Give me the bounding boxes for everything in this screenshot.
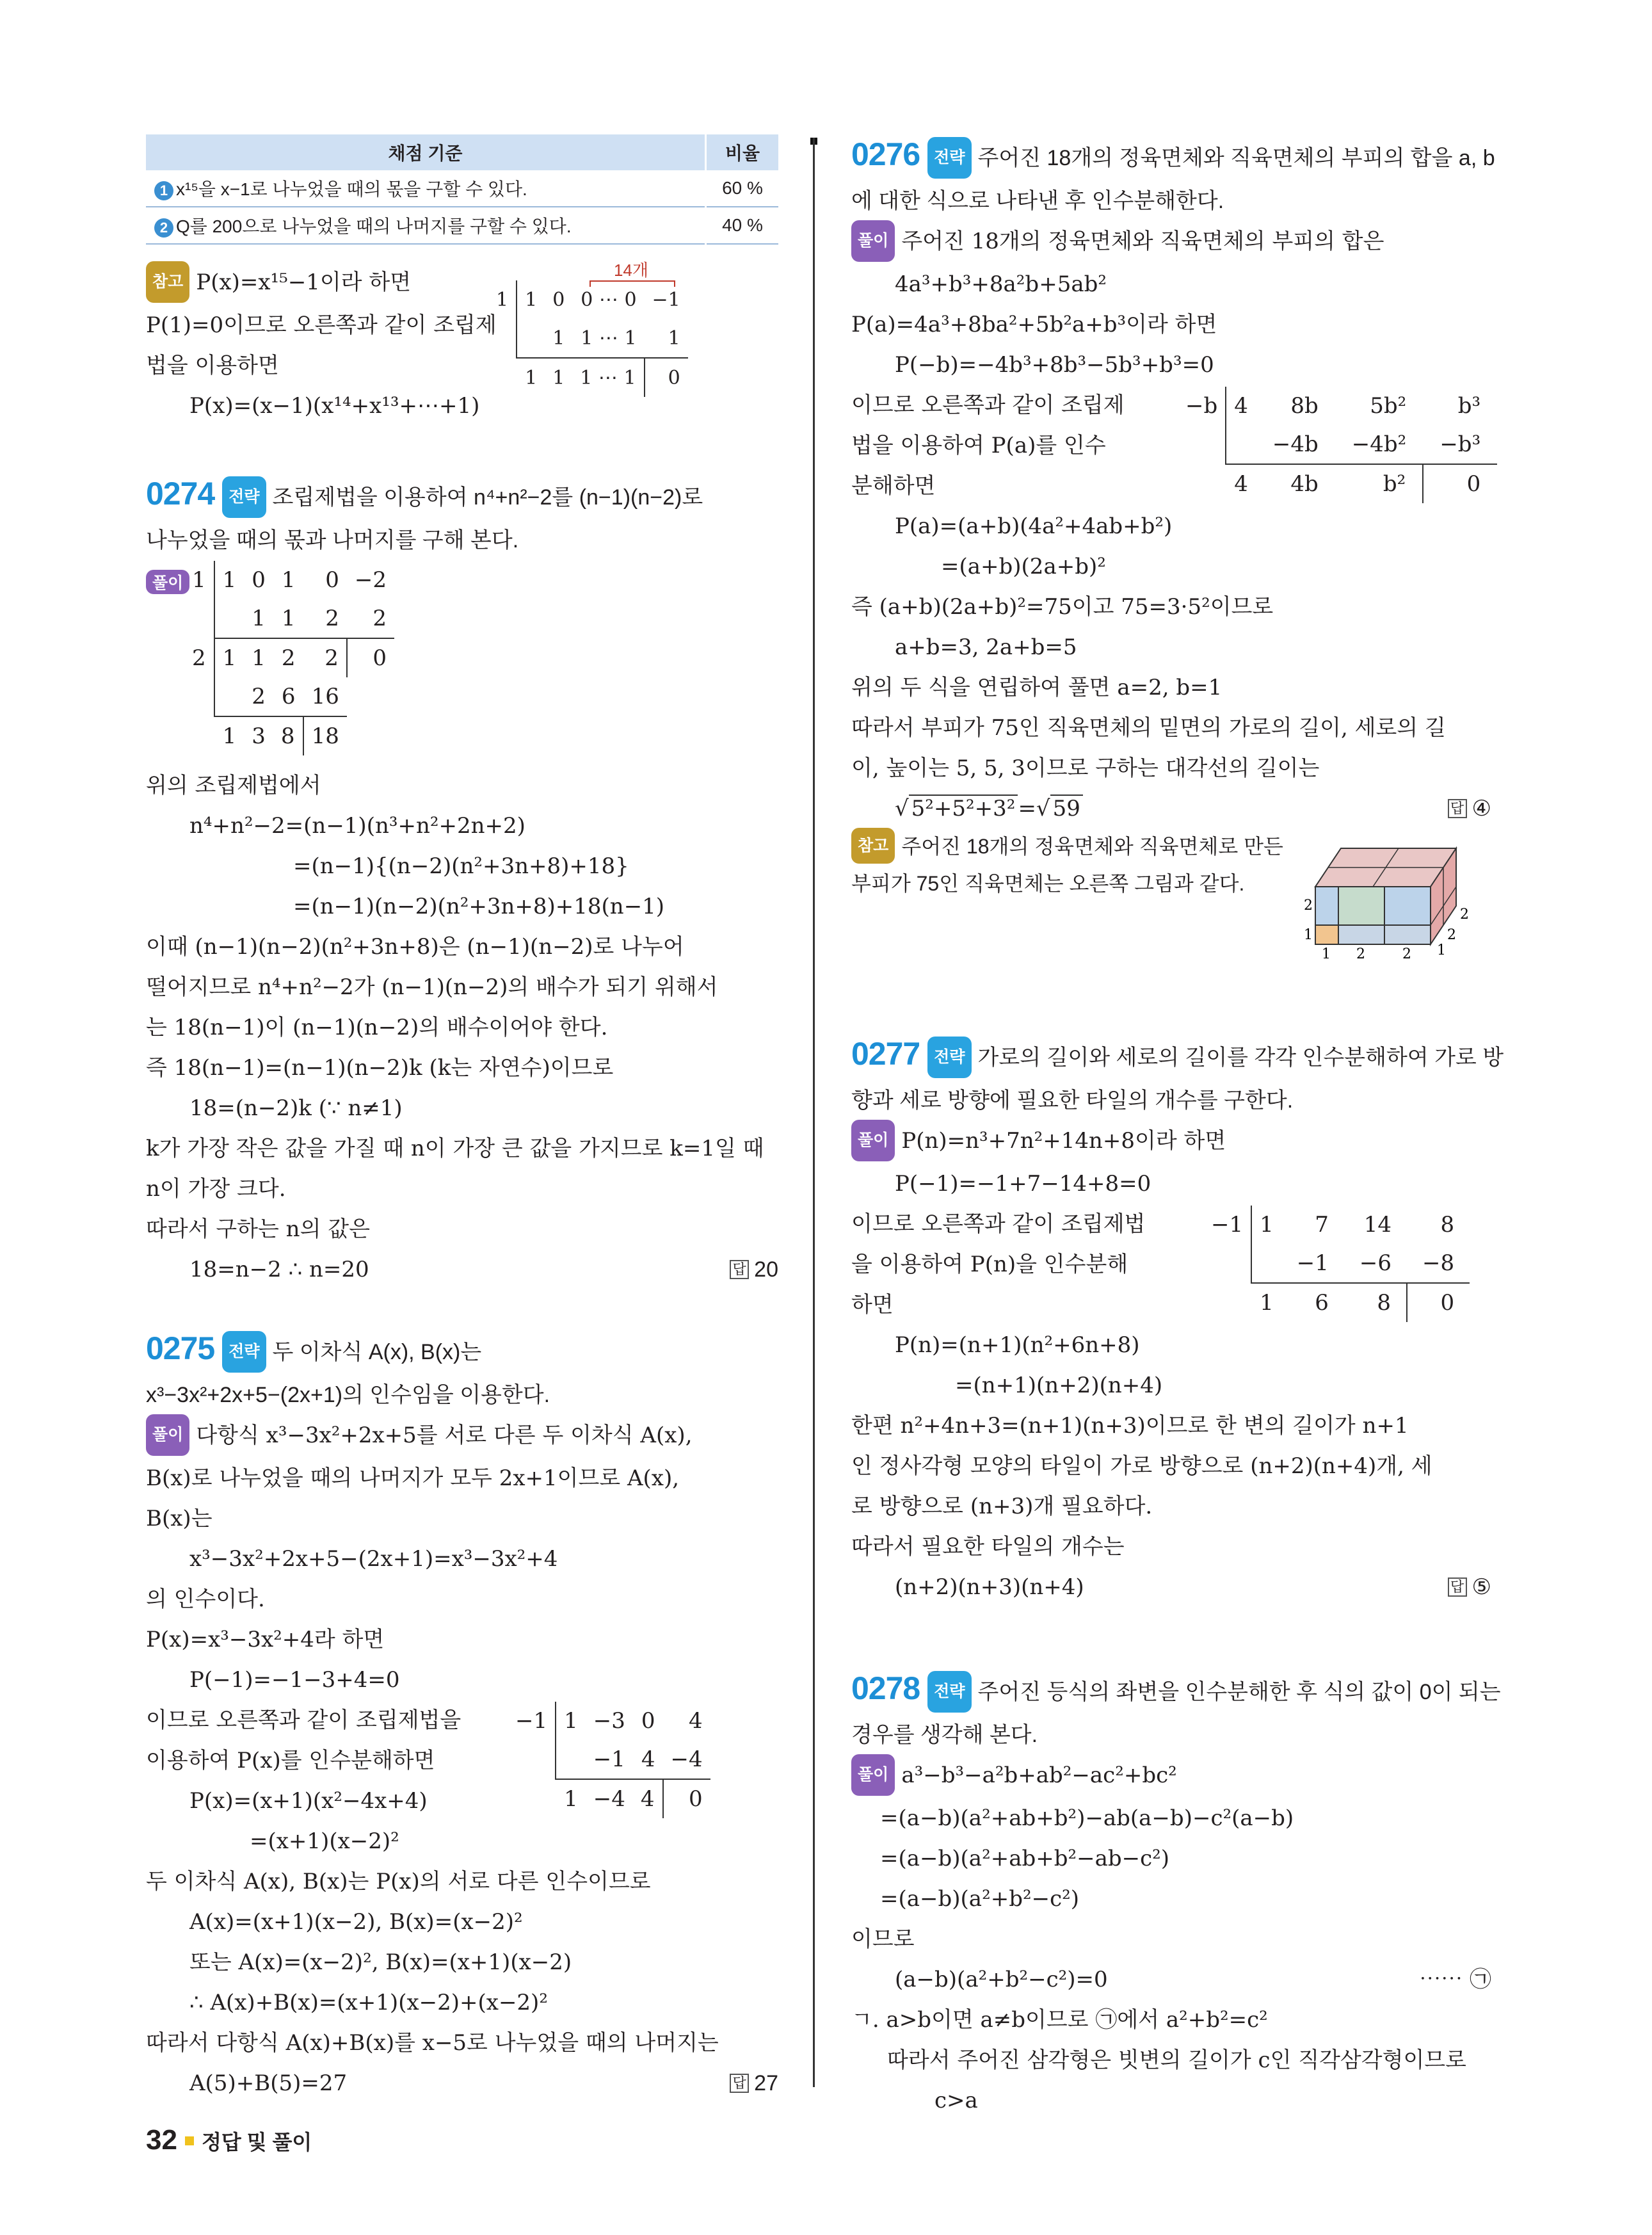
problem-0278 (851, 1668, 1501, 2121)
sd-cell: 8 (1344, 1283, 1407, 1322)
answer-value: 27 (754, 2071, 778, 2095)
solution-line: 주어진 18개의 정육면체와 직육면체의 부피의 합은 (901, 229, 1384, 254)
problem-0275 (146, 1328, 778, 2104)
sd-remainder: 0 (1407, 1283, 1470, 1322)
sd-cell: −4b (1272, 432, 1319, 457)
solution-line: B(x)로 나누었을 때의 나머지가 모두 2x+1이므로 A(x), (146, 1465, 680, 1491)
sd-cell: −4 (586, 1779, 633, 1818)
solution-line: 이때 (n−1)(n−2)(n²+3n+8)은 (n−1)(n−2)로 나누어 (146, 934, 684, 960)
sd-cell: 1 (1251, 1206, 1281, 1244)
answer-value: ④ (1472, 796, 1491, 821)
strategy-line: 조립제법을 이용하여 n⁴+n²−2를 (n−1)(n−2)로 (272, 485, 703, 510)
sd-cell: 7 (1315, 1212, 1329, 1238)
strategy-line: 가로의 길이와 세로의 길이를 각각 인수분해하여 가로 방 (977, 1045, 1504, 1070)
sqrt-result: 59 (1050, 795, 1083, 821)
problem-0276 (851, 134, 1495, 976)
solution-line: =(x+1)(x−2)² (250, 1828, 399, 1854)
solution-line: 의 인수이다. (146, 1586, 265, 1612)
strategy-tag: 전략 (927, 1037, 971, 1078)
sqrt-expression: √ 5²+5²+3² =√ 59 (895, 795, 1083, 821)
sd-cell: 4 (1226, 387, 1256, 425)
criteria-text: x¹⁵을 x−1로 나누었을 때의 몫을 구할 수 있다. (176, 179, 527, 199)
solution-line: A(x)=(x+1)(x−2), B(x)=(x−2)² (189, 1909, 523, 1935)
solution-line: 18=(n−2)k (∵ n≠1) (189, 1095, 403, 1121)
solution-line: 따라서 필요한 타일의 개수는 (851, 1534, 1125, 1560)
solution-tag: 풀이 (851, 1754, 895, 1796)
strategy-tag: 전략 (222, 1331, 266, 1373)
figure-label: 2 (1447, 927, 1456, 943)
solution-line: 따라서 부피가 75인 직육면체의 밑면의 가로의 길이, 세로의 길 (851, 715, 1446, 741)
problem-number: 0277 (851, 1036, 920, 1072)
solution-line: P(a)=(a+b)(4a²+4ab+b²) (895, 513, 1173, 539)
criteria-row (146, 207, 778, 244)
solution-line: 따라서 구하는 n의 값은 (146, 1216, 370, 1242)
figure-label: 2 (1460, 907, 1469, 923)
sd-cell: 0 (325, 567, 339, 593)
footer-marker (185, 2136, 194, 2145)
solution-line: c>a (934, 2088, 978, 2113)
strategy-line: 주어진 등식의 좌변을 인수분해한 후 식의 값이 0이 되는 (977, 1680, 1501, 1704)
solution-line: =(a−b)(a²+ab+b²)−ab(a−b)−c²(a−b) (880, 1805, 1294, 1831)
sd-cell: 1 ⋯ 1 (581, 327, 637, 350)
criteria-text: Q를 200으로 나누었을 때의 나머지를 구할 수 있다. (176, 216, 572, 236)
sd-cell: b³ (1457, 393, 1481, 419)
cuboid-figure (1303, 829, 1479, 964)
sd-cell: 6 (1281, 1283, 1344, 1322)
sd-root: 1 (496, 288, 509, 311)
sd-remainder: 0 (663, 1779, 710, 1818)
sd-cell: 8 (273, 716, 303, 755)
sd-remainder: 0 (1423, 464, 1497, 503)
criteria-rate: 60 % (706, 170, 779, 207)
solution-line: P(x)=x³−3x²+4라 하면 (146, 1627, 385, 1652)
sd-root: −1 (1211, 1212, 1244, 1238)
answer-icon: 답 (1448, 1577, 1467, 1597)
problem-number: 0276 (851, 136, 920, 172)
strategy-line: 두 이차식 A(x), B(x)는 (272, 1340, 482, 1364)
solution-line: 을 이용하여 P(n)을 인수분해 (851, 1252, 1128, 1277)
strategy-line: 경우를 생각해 본다. (851, 1723, 1038, 1747)
problem-0274 (146, 474, 778, 1290)
solution-line: (n+2)(n+3)(n+4) (895, 1574, 1084, 1600)
sd-cell: −3 (593, 1708, 625, 1734)
solution-line: A(5)+B(5)=27 (189, 2070, 348, 2096)
solution-line: 위의 조립제법에서 (146, 773, 321, 798)
solution-line: 즉 (a+b)(2a+b)²=75이고 75=3·5²이므로 (851, 594, 1274, 620)
solution-line: =(n−1){(n−2)(n²+3n+8)+18} (293, 853, 629, 879)
sd-cell: 1 (281, 606, 296, 631)
sd-cell: 5b² (1370, 393, 1407, 419)
figure-label: 1 (1322, 946, 1331, 962)
sd-cell: 1 (1251, 1283, 1281, 1322)
solution-line: P(−b)=−4b³+8b³−5b³+b³=0 (895, 352, 1214, 378)
scoring-criteria-table (146, 134, 778, 245)
solution-line: a³−b³−a²b+ab²−ac²+bc² (901, 1763, 1177, 1788)
sd-cell: 4 (641, 1747, 655, 1772)
solution-line: P(−1)=−1+7−14+8=0 (895, 1171, 1151, 1197)
solution-line: 이므로 오른쪽과 같이 조립제법을 (146, 1707, 461, 1733)
sd-remainder: 18 (303, 716, 347, 755)
sd-cell: 16 (311, 684, 339, 709)
sqrt-radicand: 5²+5²+3² (909, 795, 1018, 821)
brace-label: 14개 (613, 261, 649, 280)
solution-line: =(a−b)(a²+b²−c²) (880, 1886, 1080, 1912)
sd-cell: 0 ⋯ 0 (581, 288, 637, 311)
solution-line: 인 정사각형 모양의 타일이 가로 방향으로 (n+2)(n+4)개, 세 (851, 1453, 1432, 1479)
solution-line: 떨어지므로 n⁴+n²−2가 (n−1)(n−2)의 배수가 되기 위해서 (146, 974, 718, 1000)
solution-line: 다항식 x³−3x²+2x+5를 서로 다른 두 이차식 A(x), (196, 1423, 693, 1448)
sd-cell: 1 (244, 638, 273, 677)
solution-line: 법을 이용하여 P(a)를 인수 (851, 433, 1106, 458)
solution-line: 따라서 주어진 삼각형은 빗변의 길이가 c인 직각삼각형이므로 (887, 2047, 1466, 2073)
figure-label: 2 (1304, 898, 1313, 914)
solution-line: B(x)는 (146, 1506, 213, 1531)
solution-line: 하면 (851, 1292, 894, 1318)
solution-line: =(n+1)(n+2)(n+4) (955, 1373, 1163, 1398)
sd-cell: 4 (1226, 464, 1256, 503)
sd-remainder: 0 (645, 358, 688, 397)
sd-cell: 1 (556, 1702, 586, 1740)
sd-cell: 0 (552, 288, 565, 311)
strategy-line: 에 대한 식으로 나타낸 후 인수분해한다. (851, 189, 1224, 213)
note-tag: 참고 (146, 261, 189, 303)
sd-cell: 0 (641, 1708, 655, 1734)
sd-cell: 1 (214, 716, 245, 755)
solution-tag: 풀이 (851, 1120, 895, 1161)
sd-cell: −4b² (1351, 432, 1407, 457)
solution-line: =(a−b)(a²+ab+b²−ab−c²) (880, 1846, 1170, 1871)
solution-line: P(n)=(n+1)(n²+6n+8) (895, 1332, 1140, 1358)
note-block (146, 262, 778, 429)
solution-line: P(n)=n³+7n²+14n+8이라 하면 (901, 1128, 1226, 1154)
synthetic-division (184, 561, 394, 755)
answer (730, 1250, 778, 1290)
synthetic-division (1178, 387, 1497, 503)
solution-line: ㄱ. a>b이면 a≠b이므로 ㉠에서 a²+b²=c² (851, 2007, 1268, 2033)
sd-cell: 2 (273, 638, 303, 677)
note-line: 주어진 18개의 정육면체와 직육면체로 만든 (901, 835, 1283, 858)
figure-label: 1 (1304, 927, 1313, 943)
strategy-line: 주어진 18개의 정육면체와 직육면체의 부피의 합을 a, b (977, 146, 1495, 170)
sd-cell: 2 (373, 606, 387, 631)
solution-line: k가 가장 작은 값을 가질 때 n이 가장 큰 값을 가지므로 k=1일 때 (146, 1136, 764, 1161)
page-footer (146, 2124, 312, 2156)
criteria-row (146, 170, 778, 207)
sd-cell: 14 (1363, 1212, 1392, 1238)
solution-line: 또는 A(x)=(x−2)², B(x)=(x+1)(x−2) (189, 1949, 572, 1975)
solution-line: x³−3x²+2x+5−(2x+1)=x³−3x²+4 (189, 1546, 558, 1572)
section-title: 정답 및 풀이 (201, 2131, 312, 2154)
strategy-line: 향과 세로 방향에 필요한 타일의 개수를 구한다. (851, 1088, 1294, 1113)
problem-number: 0278 (851, 1670, 920, 1706)
sd-cell: 1 (281, 567, 296, 593)
sd-cell: 1 (556, 1779, 586, 1818)
solution-line: =(a+b)(2a+b)² (941, 554, 1106, 579)
synthetic-division (508, 1702, 710, 1818)
solution-line: 로 방향으로 (n+3)개 필요하다. (851, 1494, 1153, 1519)
solution-line: 이므로 오른쪽과 같이 조립제법 (851, 1211, 1146, 1237)
sd-cell: −6 (1359, 1250, 1392, 1276)
sd-cell: 1 (252, 606, 266, 631)
note-tag: 참고 (851, 828, 895, 864)
sd-cell: −1 (652, 288, 680, 311)
sd-cell: 2 (325, 606, 339, 631)
synthetic-division (488, 280, 688, 397)
strategy-tag: 전략 (927, 137, 971, 179)
problem-number: 0275 (146, 1330, 215, 1366)
sd-cell: 8 (1440, 1212, 1455, 1238)
answer-icon: 답 (1448, 799, 1467, 818)
strategy-line: x³−3x²+2x+5−(2x+1)의 인수임을 이용한다. (146, 1383, 550, 1407)
answer-icon: 답 (730, 1260, 749, 1279)
solution-line: 한편 n²+4n+3=(n+1)(n+3)이므로 한 변의 길이가 n+1 (851, 1413, 1409, 1439)
solution-line: 즉 18(n−1)=(n−1)(n−2)k (k는 자연수)이므로 (146, 1055, 614, 1081)
note-line: 부피가 75인 직육면체는 오른쪽 그림과 같다. (851, 872, 1245, 895)
answer-value: ⑤ (1472, 1575, 1491, 1599)
problem-number: 0274 (146, 476, 215, 512)
solution-line: 이므로 (851, 1926, 915, 1952)
solution-line: 위의 두 식을 연립하여 풀면 a=2, b=1 (851, 675, 1223, 700)
solution-line: 4a³+b³+8a²b+5ab² (895, 271, 1107, 297)
solution-tag: 풀이 (146, 570, 189, 594)
sd-cell: −1 (593, 1747, 625, 1772)
figure-label: 1 (1437, 942, 1446, 958)
sd-cell: −4 (670, 1747, 703, 1772)
answer (1448, 1567, 1491, 1608)
step-number-icon: 2 (154, 218, 173, 238)
sd-root: 2 (192, 645, 206, 671)
solution-line: (a−b)(a²+b²−c²)=0 (895, 1967, 1108, 1992)
step-number-icon: 1 (154, 181, 173, 200)
solution-line: a+b=3, 2a+b=5 (895, 634, 1077, 660)
sd-root: −b (1185, 393, 1218, 419)
sd-root: −1 (515, 1708, 548, 1734)
answer (730, 2063, 778, 2104)
answer (1448, 789, 1491, 829)
column-divider (813, 138, 815, 2087)
equation-marker: ⋯⋯ ㉠ (1419, 1967, 1491, 1992)
sd-cell: 1 (517, 280, 545, 319)
sd-cell: 1 (668, 327, 680, 350)
synthetic-division (1203, 1206, 1470, 1322)
figure-label: 2 (1356, 946, 1365, 962)
note-line: P(x)=(x−1)(x¹⁴+x¹³+⋯+1) (189, 393, 480, 419)
sd-cell: 1 (552, 327, 565, 350)
sd-cell: −b³ (1439, 432, 1481, 457)
sd-cell: b² (1335, 464, 1423, 503)
sd-cell: 4 (633, 1779, 663, 1818)
sd-cell: 1 (517, 358, 545, 397)
sd-cell: 1 (214, 638, 245, 677)
sd-root: 1 (192, 567, 206, 593)
solution-line: 분해하면 (851, 473, 936, 499)
strategy-tag: 전략 (927, 1671, 971, 1713)
sd-cell: 1 ⋯ 1 (572, 358, 644, 397)
solution-line: 는 18(n−1)이 (n−1)(n−2)의 배수이어야 한다. (146, 1015, 608, 1040)
solution-tag: 풀이 (146, 1414, 189, 1456)
solution-line: P(x)=(x+1)(x²−4x+4) (189, 1788, 428, 1814)
rate-header: 비율 (706, 134, 779, 170)
answer-icon: 답 (730, 2074, 749, 2093)
solution-line: 두 이차식 A(x), B(x)는 P(x)의 서로 다른 인수이므로 (146, 1869, 651, 1894)
solution-line: ∴ A(x)+B(x)=(x+1)(x−2)+(x−2)² (189, 1990, 548, 2015)
solution-line: n⁴+n²−2=(n−1)(n³+n²+2n+2) (189, 813, 525, 839)
left-column (146, 134, 778, 2104)
sd-cell: 4 (689, 1708, 703, 1734)
solution-line: 18=n−2 ∴ n=20 (189, 1257, 369, 1282)
solution-line: n이 가장 크다. (146, 1176, 286, 1202)
sd-cell: 2 (252, 684, 266, 709)
problem-0277 (851, 1034, 1504, 1608)
sd-cell: −1 (1296, 1250, 1329, 1276)
solution-line: 이, 높이는 5, 5, 3이므로 구하는 대각선의 길이는 (851, 755, 1320, 781)
sd-cell: 6 (281, 684, 296, 709)
answer-value: 20 (754, 1257, 778, 1282)
right-column (851, 134, 1504, 2121)
sd-cell: 3 (244, 716, 273, 755)
sd-cell: 4b (1256, 464, 1335, 503)
solution-line: 이용하여 P(x)를 인수분해하면 (146, 1748, 435, 1773)
sd-cell: −2 (354, 567, 387, 593)
criteria-header: 채점 기준 (146, 134, 706, 170)
sd-cell: 0 (252, 567, 266, 593)
strategy-tag: 전략 (222, 476, 266, 518)
sd-cell: 8b (1290, 393, 1319, 419)
solution-line: P(a)=4a³+8ba²+5b²a+b³이라 하면 (851, 312, 1217, 337)
criteria-rate: 40 % (706, 207, 779, 244)
sd-cell: 1 (545, 358, 572, 397)
note-line: P(x)=x¹⁵−1이라 하면 (196, 270, 412, 295)
strategy-line: 나누었을 때의 몫과 나머지를 구해 본다. (146, 528, 519, 553)
note-line: 법을 이용하면 (146, 353, 279, 378)
note-line: P(1)=0이므로 오른쪽과 같이 조립제 (146, 312, 497, 338)
sd-cell: 1 (214, 561, 245, 599)
figure-label: 2 (1402, 946, 1411, 962)
sd-remainder: 0 (347, 638, 394, 677)
sd-cell: 2 (303, 638, 347, 677)
solution-line: =(n−1)(n−2)(n²+3n+8)+18(n−1) (293, 894, 665, 919)
solution-line: 이므로 오른쪽과 같이 조립제 (851, 392, 1125, 418)
solution-line: 따라서 다항식 A(x)+B(x)를 x−5로 나누었을 때의 나머지는 (146, 2030, 719, 2056)
page-number: 32 (146, 2124, 177, 2156)
sd-cell: −8 (1422, 1250, 1455, 1276)
solution-line: P(−1)=−1−3+4=0 (189, 1667, 400, 1693)
solution-tag: 풀이 (851, 220, 895, 262)
